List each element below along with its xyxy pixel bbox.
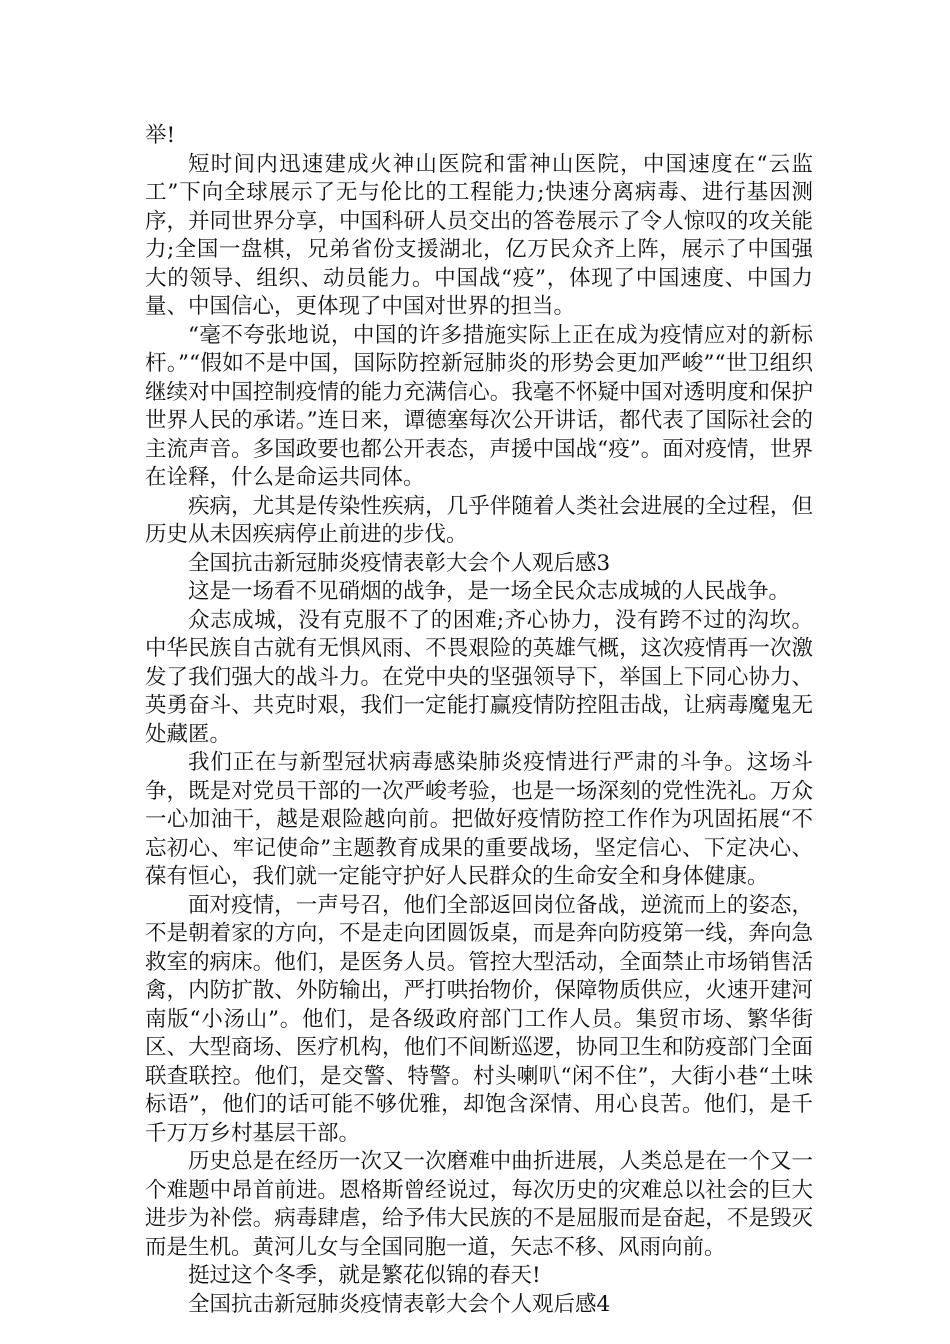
section-heading-4: 全国抗击新冠肺炎疫情表彰大会个人观后感4: [188, 1291, 611, 1317]
paragraph-peoples-war: 这是一场看不见硝烟的战争，是一场全民众志成城的人民战争。: [188, 579, 791, 604]
paragraph-history-of-disease: 疾病，尤其是传染性疾病，几乎伴随着人类社会进展的全过程，但历史从未因疾病停止前进的步伐。: [145, 493, 813, 547]
paragraph-construction-speed: 短时间内迅速建成火神山医院和雷神山医院，中国速度在“云监工”下向全球展示了无与伦比的工程能力;快速分离病毒、进行基因测序，并同世界分享，中国科研人员交出的答卷展示了令人惊叹的攻关能力;全国一盘棋，兄弟省份支援湖北，亿万民众齐上阵，展示了中国强大的领导、组织、动员能力。中国战“疫”，体现了中国速度、中国力量、中国信心，更体现了中国对世界的担当。: [145, 151, 813, 319]
paragraph-international-voice: “毫不夸张地说，中国的许多措施实际上正在成为疫情应对的新标杆。”“假如不是中国，国际防控新冠肺炎的形势会更加严峻”“世卫组织继续对中国控制疫情的能力充满信心。我毫不怀疑中国对透明度和保护世界人民的承诺。”连日来，谭德塞每次公开讲话，都代表了国际社会的主流声音。多国政要也都公开表态，声援中国战“疫”。面对疫情，世界在诠释，什么是命运共同体。: [145, 322, 813, 490]
paragraph-continuation: 举!: [145, 123, 176, 148]
paragraph-united-effort: 众志成城，没有克服不了的困难;齐心协力，没有跨不过的沟坎。中华民族自古就有无惧风雨、不畏艰险的英雄气概，这次疫情再一次激发了我们强大的战斗力。在党中央的坚强领导下，举国上下同心协力、英勇奋斗、共克时艰，我们一定能打赢疫情防控阻击战，让病毒魔鬼无处藏匿。: [145, 607, 813, 747]
section-heading-3: 全国抗击新冠肺炎疫情表彰大会个人观后感3: [188, 550, 611, 576]
paragraph-frontline-workers: 面对疫情，一声号召，他们全部返回岗位备战，逆流而上的姿态，不是朝着家的方向，不是走向团圆饭桌，而是奔向防疫第一线，奔向急救室的病床。他们，是医务人员。管控大型活动，全面禁止市场销售活禽，内防扩散、外防输出，严打哄抬物价，保障物质供应，火速开建河南版“小汤山”。他们，是各级政府部门工作人员。集贸市场、繁华街区、大型商场、医疗机构，他们不间断巡逻，协同卫生和防疫部门全面联查联控。他们，是交警、特警。村头喇叭“闲不住”，大街小巷“土味标语”，他们的话可能不够优雅，却饱含深情、用心良苦。他们，是千千万万乡村基层干部。: [145, 892, 813, 1146]
document-page: [145, 122, 813, 1319]
paragraph-history-progress: 历史总是在经历一次又一次磨难中曲折进展，人类总是在一个又一个难题中昂首前进。恩格斯曾经说过，每次历史的灾难总以社会的巨大进步为补偿。病毒肆虐，给予伟大民族的不是屈服而是奋起，不是毁灭而是生机。黄河儿女与全国同胞一道，矢志不移、风雨向前。: [145, 1149, 813, 1260]
paragraph-serious-struggle: 我们正在与新型冠状病毒感染肺炎疫情进行严肃的斗争。这场斗争，既是对党员干部的一次严峻考验，也是一场深刻的党性洗礼。万众一心加油干，越是艰险越向前。把做好疫情防控工作作为巩固拓展“不忘初心、牢记使命”主题教育成果的重要战场，坚定信心、下定决心、葆有恒心，我们就一定能守护好人民群众的生命安全和身体健康。: [145, 750, 813, 889]
paragraph-spring: 挺过这个冬季，就是繁花似锦的春天!: [188, 1263, 541, 1288]
